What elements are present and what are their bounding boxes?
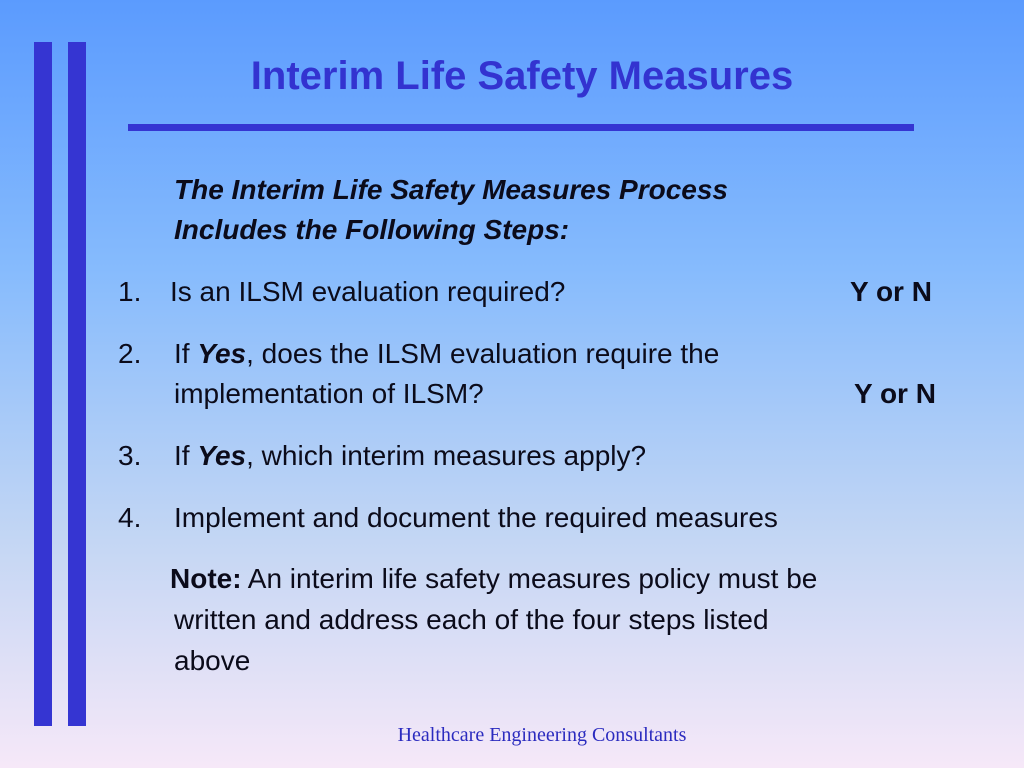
step-text: Is an ILSM evaluation required? [170, 276, 566, 307]
note-line-2: written and address each of the four steps listed [174, 604, 769, 635]
note-paragraph [170, 558, 990, 681]
step-emphasis: Yes [197, 338, 247, 369]
step-number: 1. [118, 276, 142, 307]
intro-line-2: Includes the Following Steps: [174, 214, 570, 245]
step-answer: Y or N [854, 378, 936, 409]
step-text-line-1 [174, 334, 719, 374]
note-text: An interim life safety measures policy must be [241, 563, 818, 594]
step-text: Implement and document the required measures [174, 502, 778, 533]
step-emphasis: Yes [197, 440, 247, 471]
step-answer: Y or N [850, 276, 932, 307]
note-line-3: above [174, 645, 251, 676]
step-text: , which interim measures apply? [246, 440, 647, 471]
footer-text: Healthcare Engineering Consultants [397, 724, 687, 746]
step-number: 2. [118, 338, 142, 369]
slide-title: Interim Life Safety Measures [250, 54, 794, 98]
intro-heading [174, 170, 874, 250]
step-number: 3. [118, 440, 142, 471]
intro-line-1: The Interim Life Safety Measures Process [174, 174, 728, 205]
note-line-1 [170, 558, 990, 599]
step-text-line-2: implementation of ILSM? [174, 378, 484, 409]
step-text: , does the ILSM evaluation require the [246, 338, 720, 369]
step-number: 4. [118, 502, 142, 533]
note-label: Note: [170, 563, 242, 594]
step-text-line [174, 436, 646, 476]
step-prefix: If [174, 338, 198, 369]
step-prefix: If [174, 440, 198, 471]
